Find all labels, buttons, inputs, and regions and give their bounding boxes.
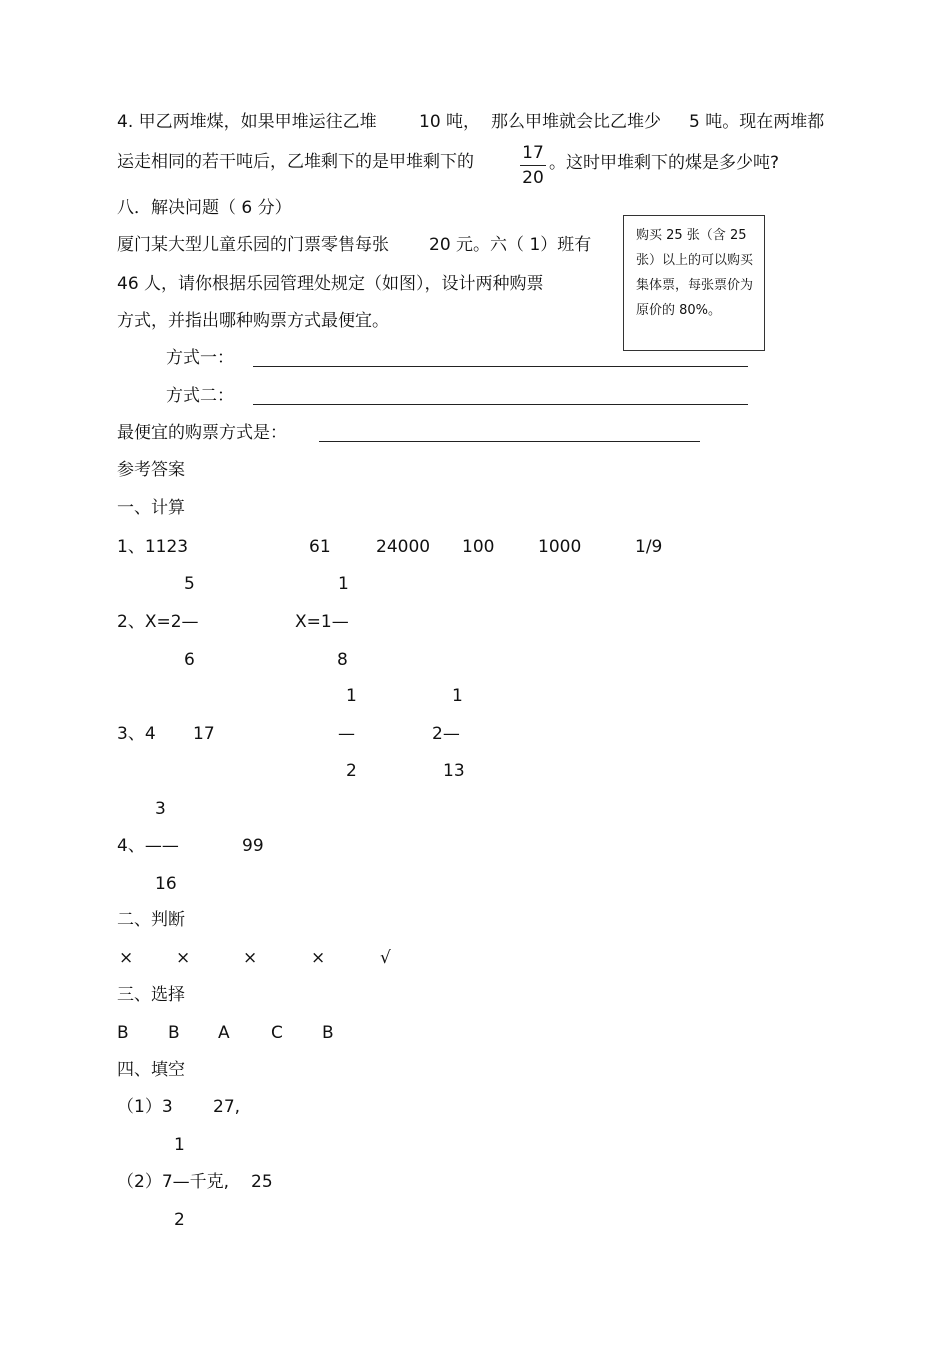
a1-v5: 1/9 [635,537,663,557]
a3-v1: 17 [193,724,215,744]
p4-line1-b: 10 吨， [419,112,481,132]
judge-title: 二、判断 [117,910,185,930]
a3-label: 3、4 [117,724,156,744]
a1-v3: 100 [462,537,495,557]
a2-v1: X=1— [295,612,349,632]
section8-title: 八．解决问题（ 6 分） [117,198,292,218]
cheapest-answer-line[interactable] [319,441,700,442]
judge-answer: × [311,948,326,968]
a3-v2: — [338,724,355,744]
a4-sub: 16 [155,874,177,894]
s8-line3: 方式，并指出哪种购票方式最便宜。 [117,311,389,331]
a1-v1: 61 [309,537,331,557]
way2-answer-line[interactable] [253,404,748,405]
choose-answer: B [168,1023,180,1043]
a3-top1: 1 [346,686,357,706]
choose-answer: A [218,1023,230,1043]
a4-v1: 99 [242,836,264,856]
a1-sub1: 5 [184,574,195,594]
choose-answer: B [322,1023,334,1043]
judge-answer: × [243,948,258,968]
fraction-numerator: 17 [522,143,544,163]
a1-label: 1、1123 [117,537,189,557]
fraction-denominator: 20 [522,168,544,188]
s8-line1-a: 厦门某大型儿童乐园的门票零售每张 [117,235,389,255]
s8-line2: 46 人，请你根据乐园管理处规定（如图），设计两种购票 [117,274,544,294]
f1-v1: 27, [213,1097,241,1117]
cheapest-label: 最便宜的购票方式是： [117,423,287,443]
f1-sub: 1 [174,1135,185,1155]
a3-v3: 2— [432,724,460,744]
a3-top2: 1 [452,686,463,706]
a2-label: 2、X=2— [117,612,199,632]
p4-line1-c: 那么甲堆就会比乙堆少 [491,112,661,132]
choose-answer: B [117,1023,129,1043]
judge-answer: × [176,948,191,968]
a1-v4: 1000 [538,537,582,557]
f2-sub: 2 [174,1210,185,1230]
f1-label: （1）3 [117,1097,173,1117]
ticket-rule-box: 购买 25 张（含 25 张）以上的可以购买集体票，每张票价为原价的 80%。 [623,215,765,351]
fraction-bar [520,165,546,166]
calc-title: 一、计算 [117,498,185,518]
judge-answer: × [119,948,134,968]
way2-label: 方式二： [166,386,234,406]
p4-line2-a: 运走相同的若干吨后，乙堆剩下的是甲堆剩下的 [117,152,474,172]
choose-title: 三、选择 [117,985,185,1005]
p4-line1-d: 5 吨。现在两堆都 [689,112,825,132]
fill-title: 四、填空 [117,1060,185,1080]
judge-answer: √ [380,948,391,968]
a3-bot1: 2 [346,761,357,781]
a3-bot2: 13 [443,761,465,781]
p4-fraction [520,143,546,188]
p4-line1-a: 4. 甲乙两堆煤，如果甲堆运往乙堆 [117,112,377,132]
a3-sub: 3 [155,799,166,819]
f2-v1: 25 [251,1172,273,1192]
a2-sub1: 6 [184,650,195,670]
s8-line1-b: 20 元。六（ 1）班有 [429,235,592,255]
way1-label: 方式一： [166,348,234,368]
a1-sub2: 1 [338,574,349,594]
answers-heading: 参考答案 [117,460,185,480]
a4-label: 4、—— [117,836,179,856]
p4-line2-b: 。这时甲堆剩下的煤是多少吨? [549,153,780,173]
a1-v2: 24000 [376,537,431,557]
a2-sub2: 8 [337,650,348,670]
f2-label: （2）7—千克, [117,1172,230,1192]
way1-answer-line[interactable] [253,366,748,367]
choose-answer: C [271,1023,283,1043]
